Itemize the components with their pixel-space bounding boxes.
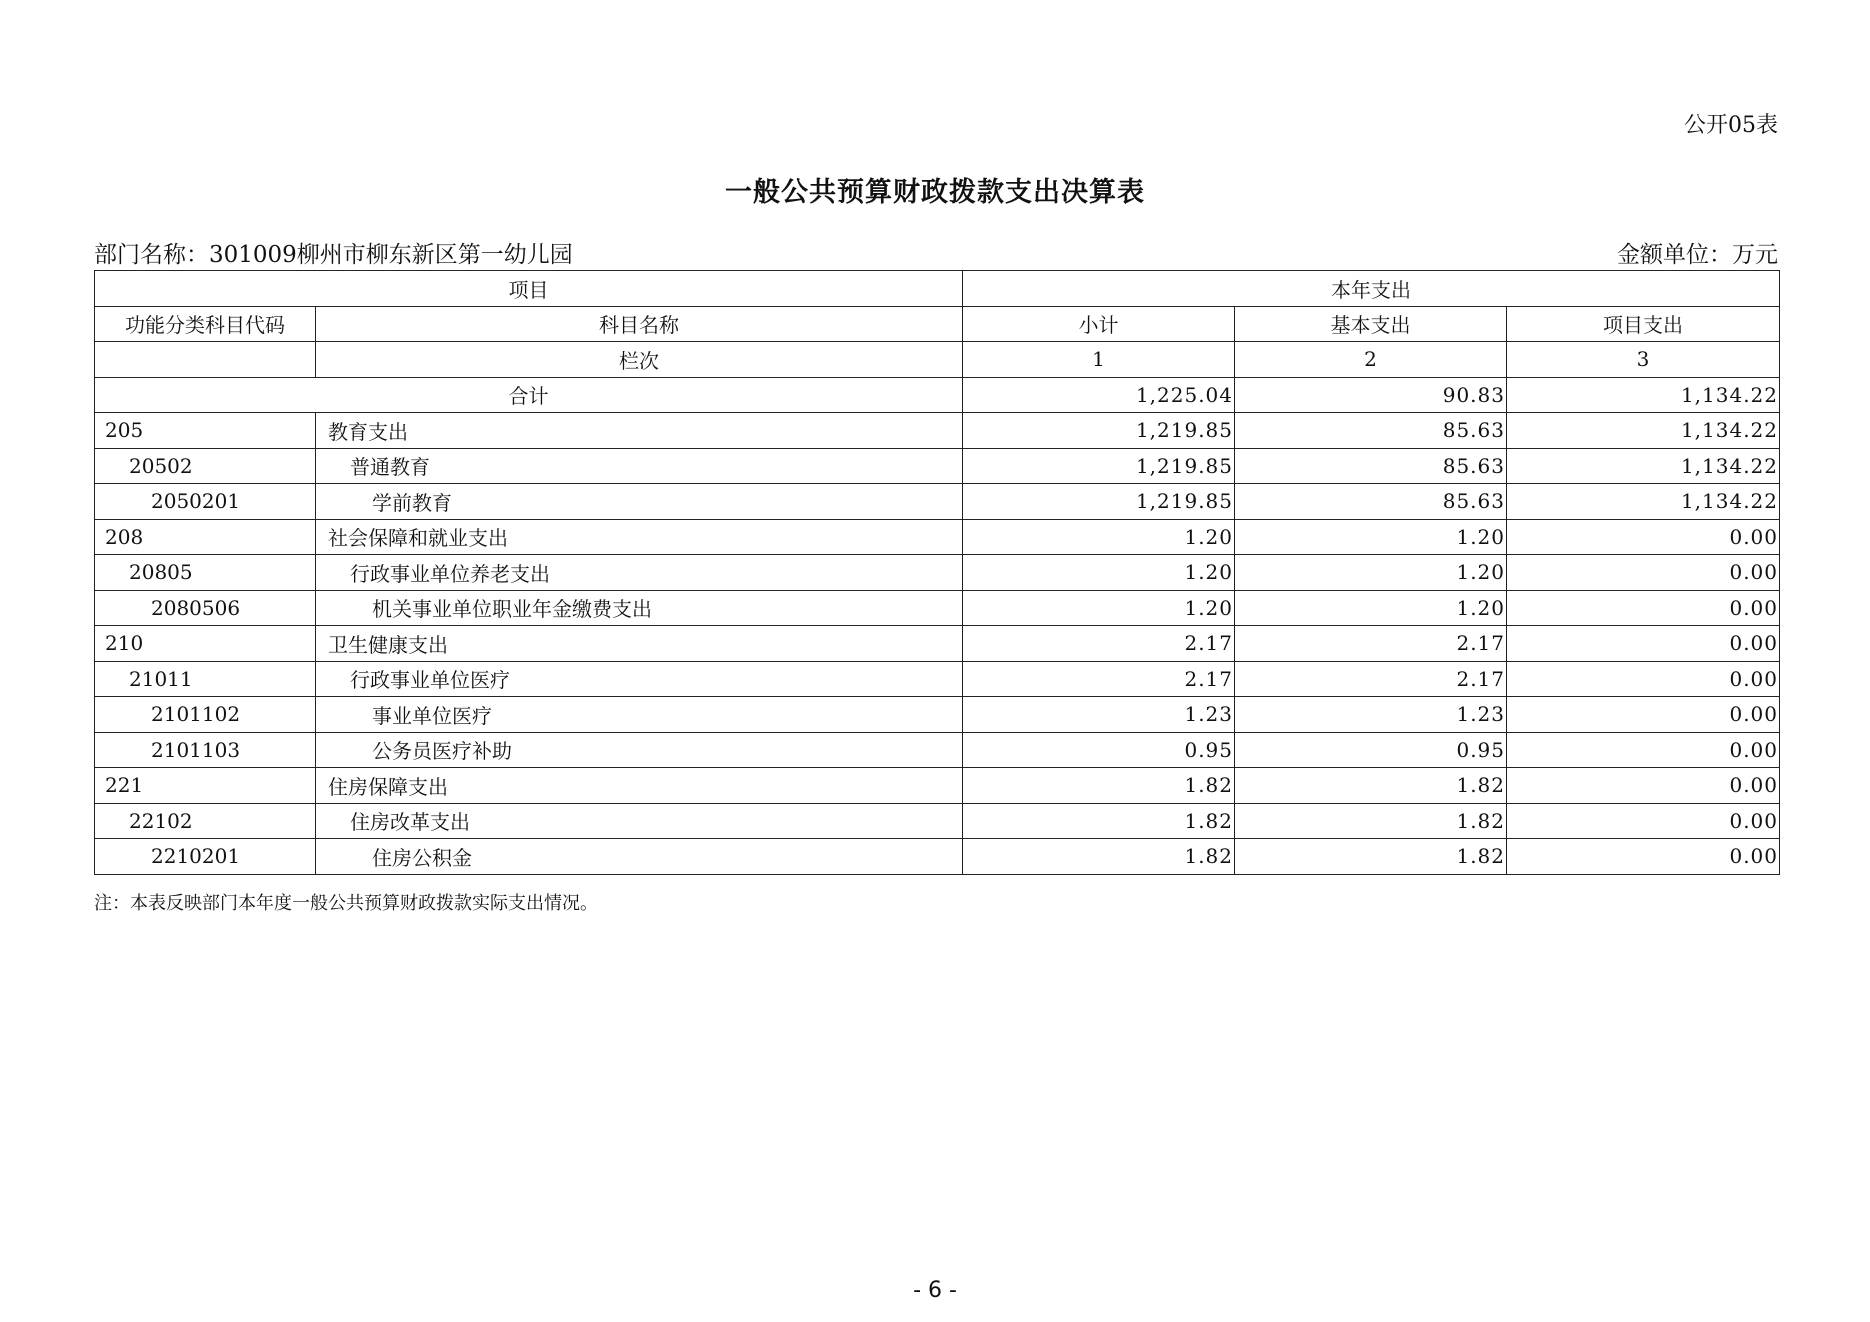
row-code: 2210201 xyxy=(95,839,316,875)
row-subtotal: 1.82 xyxy=(963,839,1235,875)
row-basic: 1.20 xyxy=(1235,519,1507,555)
row-basic: 2.17 xyxy=(1235,661,1507,697)
row-name: 社会保障和就业支出 xyxy=(316,519,963,555)
row-code: 2101103 xyxy=(95,732,316,768)
table-row xyxy=(95,803,1780,839)
table-row xyxy=(95,661,1780,697)
row-code: 205 xyxy=(95,413,316,449)
page-number: - 6 - xyxy=(913,1278,957,1303)
row-project: 0.00 xyxy=(1507,803,1780,839)
row-subtotal: 2.17 xyxy=(963,661,1235,697)
table-row xyxy=(95,413,1780,449)
header-col3: 3 xyxy=(1507,342,1780,378)
row-basic: 1.20 xyxy=(1235,590,1507,626)
row-code: 208 xyxy=(95,519,316,555)
total-row xyxy=(95,377,1780,413)
table-row xyxy=(95,626,1780,662)
row-basic: 1.82 xyxy=(1235,768,1507,804)
header-col2: 2 xyxy=(1235,342,1507,378)
row-project: 0.00 xyxy=(1507,519,1780,555)
form-number: 公开05表 xyxy=(1684,113,1778,138)
table-row xyxy=(95,839,1780,875)
total-subtotal: 1,225.04 xyxy=(963,377,1235,413)
row-basic: 85.63 xyxy=(1235,448,1507,484)
header-subject-name: 科目名称 xyxy=(316,306,963,342)
header-row-3 xyxy=(95,342,1780,378)
table-row xyxy=(95,732,1780,768)
total-basic: 90.83 xyxy=(1235,377,1507,413)
row-project: 0.00 xyxy=(1507,732,1780,768)
row-subtotal: 1.82 xyxy=(963,803,1235,839)
header-project: 项目支出 xyxy=(1507,306,1780,342)
row-name: 普通教育 xyxy=(316,448,963,484)
row-project: 0.00 xyxy=(1507,697,1780,733)
table-row xyxy=(95,555,1780,591)
row-subtotal: 1.82 xyxy=(963,768,1235,804)
row-code: 22102 xyxy=(95,803,316,839)
row-subtotal: 1.23 xyxy=(963,697,1235,733)
total-label: 合计 xyxy=(95,377,963,413)
row-name: 住房公积金 xyxy=(316,839,963,875)
row-basic: 1.82 xyxy=(1235,839,1507,875)
row-subtotal: 1,219.85 xyxy=(963,448,1235,484)
row-name: 公务员医疗补助 xyxy=(316,732,963,768)
row-basic: 85.63 xyxy=(1235,413,1507,449)
row-project: 1,134.22 xyxy=(1507,448,1780,484)
row-code: 20502 xyxy=(95,448,316,484)
row-basic: 1.23 xyxy=(1235,697,1507,733)
header-empty-cell xyxy=(95,342,316,378)
header-code: 功能分类科目代码 xyxy=(95,306,316,342)
row-subtotal: 2.17 xyxy=(963,626,1235,662)
row-subtotal: 1.20 xyxy=(963,519,1235,555)
row-subtotal: 1,219.85 xyxy=(963,484,1235,520)
table-row xyxy=(95,519,1780,555)
row-name: 事业单位医疗 xyxy=(316,697,963,733)
row-name: 行政事业单位医疗 xyxy=(316,661,963,697)
header-col1: 1 xyxy=(963,342,1235,378)
row-subtotal: 1,219.85 xyxy=(963,413,1235,449)
header-row-1 xyxy=(95,271,1780,307)
table-row xyxy=(95,484,1780,520)
header-item: 项目 xyxy=(95,271,963,307)
row-subtotal: 1.20 xyxy=(963,590,1235,626)
row-code: 221 xyxy=(95,768,316,804)
row-code: 2050201 xyxy=(95,484,316,520)
row-name: 卫生健康支出 xyxy=(316,626,963,662)
row-code: 21011 xyxy=(95,661,316,697)
row-project: 0.00 xyxy=(1507,839,1780,875)
table-row xyxy=(95,590,1780,626)
row-project: 0.00 xyxy=(1507,555,1780,591)
row-subtotal: 0.95 xyxy=(963,732,1235,768)
row-basic: 1.82 xyxy=(1235,803,1507,839)
row-project: 0.00 xyxy=(1507,590,1780,626)
row-name: 住房改革支出 xyxy=(316,803,963,839)
page-title: 一般公共预算财政拨款支出决算表 xyxy=(725,177,1145,208)
table-note: 注：本表反映部门本年度一般公共预算财政拨款实际支出情况。 xyxy=(94,893,598,914)
amount-unit: 金额单位：万元 xyxy=(1617,242,1778,268)
row-name: 机关事业单位职业年金缴费支出 xyxy=(316,590,963,626)
row-subtotal: 1.20 xyxy=(963,555,1235,591)
row-basic: 85.63 xyxy=(1235,484,1507,520)
row-basic: 1.20 xyxy=(1235,555,1507,591)
row-basic: 0.95 xyxy=(1235,732,1507,768)
header-subtotal: 小计 xyxy=(963,306,1235,342)
row-project: 1,134.22 xyxy=(1507,484,1780,520)
row-project: 0.00 xyxy=(1507,768,1780,804)
header-basic: 基本支出 xyxy=(1235,306,1507,342)
row-code: 2080506 xyxy=(95,590,316,626)
row-code: 2101102 xyxy=(95,697,316,733)
row-name: 住房保障支出 xyxy=(316,768,963,804)
department-name: 部门名称：301009柳州市柳东新区第一幼儿园 xyxy=(94,242,573,268)
row-project: 1,134.22 xyxy=(1507,413,1780,449)
header-row-2 xyxy=(95,306,1780,342)
expense-table xyxy=(94,270,1780,875)
header-column-seq: 栏次 xyxy=(316,342,963,378)
row-name: 学前教育 xyxy=(316,484,963,520)
row-basic: 2.17 xyxy=(1235,626,1507,662)
row-name: 教育支出 xyxy=(316,413,963,449)
total-project: 1,134.22 xyxy=(1507,377,1780,413)
table-row xyxy=(95,768,1780,804)
table-row xyxy=(95,448,1780,484)
row-project: 0.00 xyxy=(1507,626,1780,662)
header-year-expense: 本年支出 xyxy=(963,271,1780,307)
row-name: 行政事业单位养老支出 xyxy=(316,555,963,591)
row-code: 210 xyxy=(95,626,316,662)
row-code: 20805 xyxy=(95,555,316,591)
row-project: 0.00 xyxy=(1507,661,1780,697)
table-row xyxy=(95,697,1780,733)
